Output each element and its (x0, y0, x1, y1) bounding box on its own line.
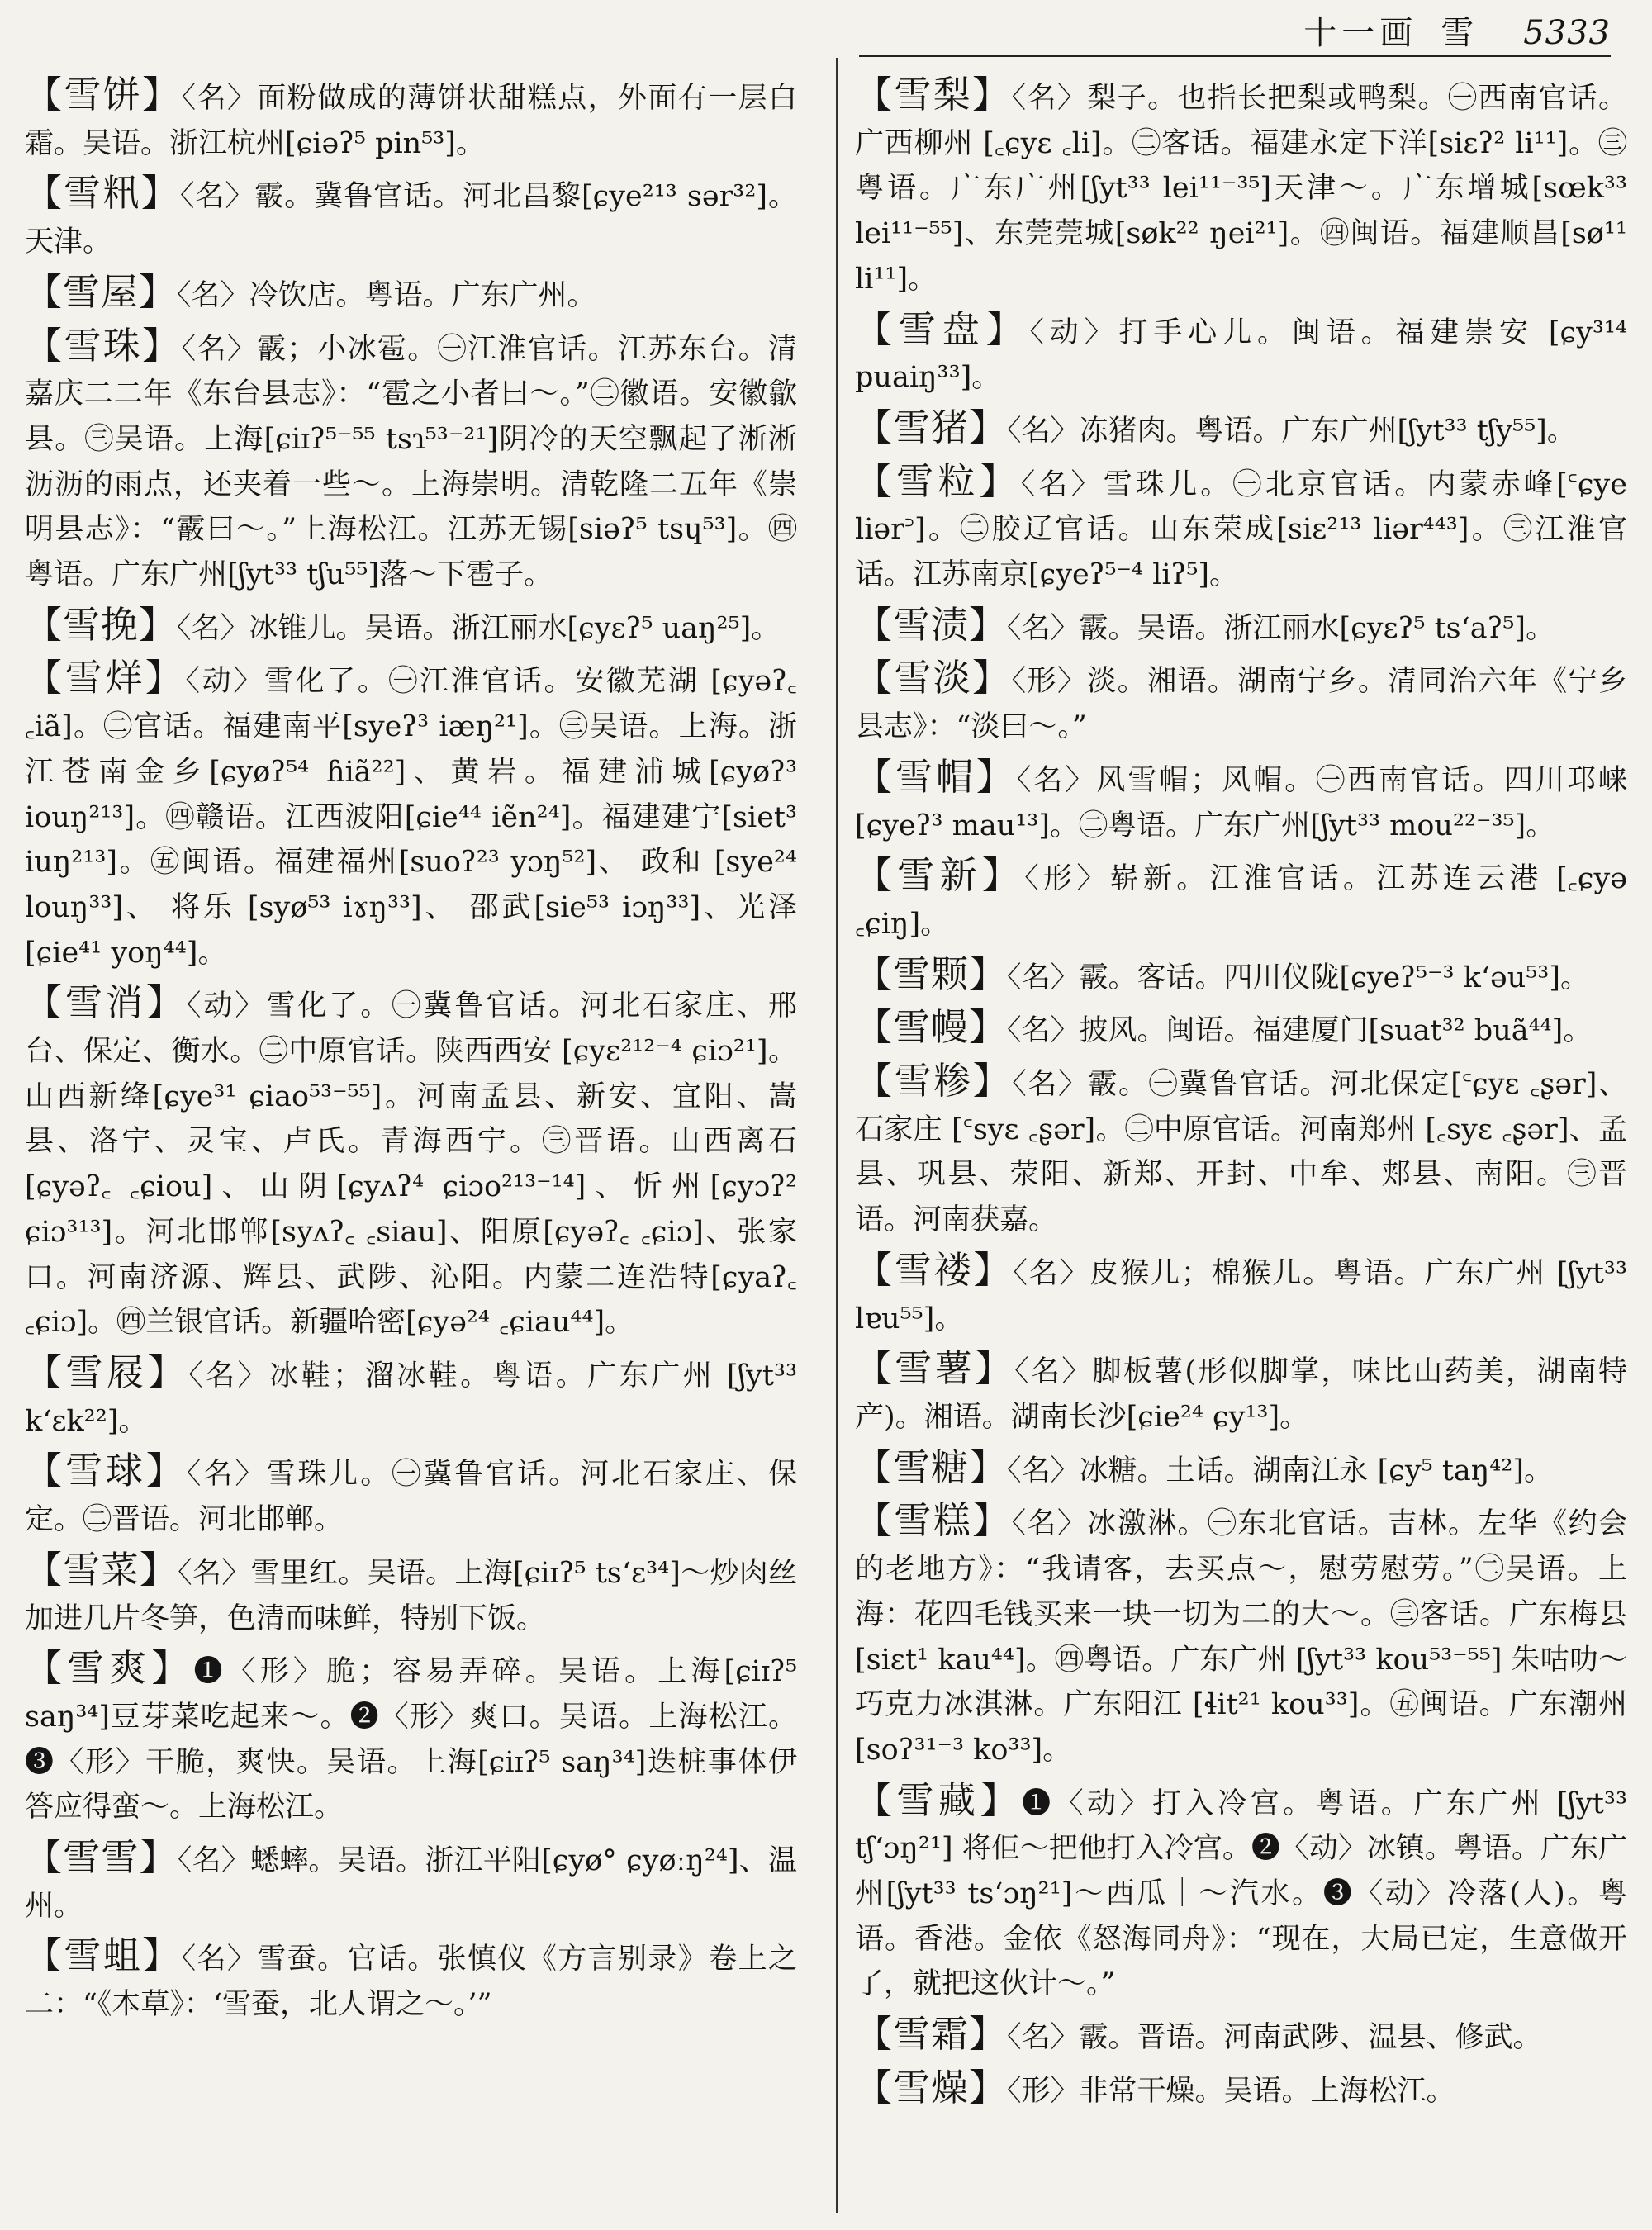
entry-headword: 【雪幔】 (855, 1005, 1008, 1050)
entry-headword: 【雪糁】 (855, 1059, 1013, 1103)
dictionary-entry (855, 2012, 1627, 2061)
dictionary-entry (25, 1646, 797, 1830)
entry-headword: 【雪薯】 (855, 1346, 1015, 1391)
dictionary-entry (25, 1350, 797, 1444)
entry-headword: 【雪盘】 (855, 306, 1030, 351)
entry-definition: 〈形〉崭新。江淮官话。江苏连云港 [꜀ɕyə ꜀ɕiŋ]。 (855, 862, 1627, 941)
entry-headword: 【雪燥】 (855, 2065, 1008, 2109)
dictionary-entry (25, 1449, 797, 1542)
entry-definition: 〈名〉霰。客话。四川仪陇[ɕyeʔ⁵⁻³ k‘əu⁵³]。 (1007, 961, 1589, 994)
dictionary-entry (25, 1933, 797, 2027)
left-column (25, 73, 797, 2220)
entry-headword: 【雪糖】 (855, 1445, 1008, 1489)
entry-headword: 【雪藏】 (855, 1777, 1023, 1822)
entry-headword: 【雪蛆】 (25, 1933, 182, 1978)
entry-headword: 【雪糕】 (855, 1498, 1012, 1543)
dictionary-entry (25, 1548, 797, 1641)
page-header (859, 12, 1611, 57)
entry-definition: 〈动〉雪化了。㊀冀鲁官话。河北石家庄、邢台、保定、衡水。㊁中原官话。陕西西安 [ɕyɛ²¹²⁻⁴ ɕiɔ²¹]。山西新绛[ɕye³¹ ɕiao⁵³⁻⁵⁵]。河南孟县、新安、宜阳、嵩县、洛宁、灵宝、卢氏。青海西宁。㊂晋语。山西离石[ɕyəʔ꜀ ꜀ɕiou]、山阴[ɕyʌʔ⁴ ɕiɔo²¹³⁻¹⁴]、忻州[ɕyɔʔ² ɕiɔ³¹³]。河北邯郸[syʌʔ꜀ ꜀siau]、阳原[ɕyəʔ꜀ ꜀ɕiɔ]、张家口。河南济源、辉县、武陟、沁阳。内蒙二连浩特[ɕyaʔ꜀ ꜀ɕiɔ]。㊃兰银官话。新疆哈密[ɕyə²⁴ ꜀ɕiau⁴⁴]。 (25, 989, 797, 1340)
dictionary-entry (855, 73, 1627, 302)
entry-definition: 〈名〉霰；小冰雹。㊀江淮官话。江苏东台。清嘉庆二二年《东台县志》：“雹之小者曰～。”㊁徽语。安徽歙县。㊂吴语。上海[ɕiɪʔ⁵⁻⁵⁵ tsɿ⁵³⁻²¹]阴冷的天空飘起了淅淅沥沥的雨点，还夹着一些～。上海崇明。清乾隆二五年《崇明县志》：“霰曰～。”上海松江。江苏无锡[siəʔ⁵ tsɥ⁵³]。㊃粤语。广东广州[ʃyt³³ tʃu⁵⁵]落～下雹子。 (25, 332, 797, 592)
entry-headword: 【雪猪】 (855, 405, 1008, 449)
entry-headword: 【雪菜】 (25, 1547, 178, 1592)
header-radical: 雪 (1441, 14, 1479, 52)
entry-definition: 〈名〉冰锥儿。吴语。浙江丽水[ɕyɛʔ⁵ uaŋ²⁵]。 (177, 611, 781, 645)
entry-definition: 〈名〉面粉做成的薄饼状甜糕点，外面有一层白霜。吴语。浙江杭州[ɕiəʔ⁵ pin⁵³]。 (25, 82, 797, 160)
dictionary-entry (855, 1778, 1627, 2008)
entry-definition: 〈名〉霰。晋语。河南武陟、温县、修武。 (1007, 2021, 1542, 2055)
entry-headword: 【雪颗】 (855, 951, 1008, 996)
entry-definition: ❶〈动〉打入冷宫。粤语。广东广州 [ʃyt³³ tʃ‘ɔŋ²¹] 将佢～把他打入冷宫。❷〈动〉冰镇。粤语。广东广州[ʃyt³³ ts‘ɔŋ²¹]～西瓜｜～汽水。❸〈动〉冷落(人)。粤语。香港。金依《怒海同舟》：“现在，大局已定，生意做开了，就把这伙计～。” (855, 1786, 1627, 2001)
dictionary-entry (855, 1059, 1627, 1243)
entry-definition: 〈名〉霰。冀鲁官话。河北昌黎[ɕye²¹³ sər³²]。天津。 (25, 180, 797, 259)
entry-headword: 【雪球】 (25, 1449, 187, 1493)
entry-headword: 【雪饼】 (25, 73, 182, 116)
entry-headword: 【雪珠】 (25, 323, 182, 368)
dictionary-entry (25, 171, 797, 264)
entry-definition: 〈名〉霰。㊀冀鲁官话。河北保定[꜂ɕyɛ ꜀ʂər]、石家庄 [꜂syɛ ꜀ʂər]。㊁中原官话。河南郑州 [꜀syɛ ꜀ʂər]、孟县、巩县、荥阳、新郑、开封、中牟、郏县、南阳。㊂晋语。河南获嘉。 (855, 1068, 1627, 1237)
entry-headword: 【雪挽】 (25, 602, 178, 647)
dictionary-entry (855, 307, 1627, 401)
page-number: 5333 (1523, 14, 1611, 52)
dictionary-entry (855, 755, 1627, 848)
dictionary-entry (855, 2066, 1627, 2114)
entry-definition: 〈名〉雪蚕。官话。张慎仪《方言别录》卷上之二：“《本草》：‘雪蚕，北人谓之～。’” (25, 1943, 797, 2022)
entry-headword: 【雪褛】 (855, 1247, 1014, 1292)
entry-headword: 【雪新】 (855, 853, 1025, 898)
entry-headword: 【雪霜】 (855, 2012, 1008, 2057)
dictionary-entry (25, 270, 797, 319)
entry-definition: ❶〈形〉脆；容易弄碎。吴语。上海[ɕiɪʔ⁵ saŋ³⁴]豆芽菜吃起来～。❷〈形〉爽口。吴语。上海松江。❸〈形〉干脆，爽快。吴语。上海[ɕiɪʔ⁵ saŋ³⁴]迭桩事体伊答应得蛮～。上海松江。 (25, 1655, 797, 1824)
dictionary-entry (25, 73, 797, 166)
entry-headword: 【雪梨】 (855, 73, 1012, 116)
dictionary-entry (25, 980, 797, 1345)
dictionary-entry (855, 406, 1627, 454)
dictionary-entry (855, 1005, 1627, 1054)
entry-definition: 〈名〉冰糖。土话。湖南江永 [ɕy⁵ taŋ⁴²]。 (1007, 1454, 1554, 1487)
entry-definition: 〈形〉非常干燥。吴语。上海松江。 (1007, 2074, 1455, 2108)
entry-headword: 【雪渍】 (855, 602, 1008, 647)
dictionary-entry (25, 324, 797, 598)
entry-definition: 〈名〉蟋蟀。吴语。浙江平阳[ɕyø° ɕyøːŋ²⁴]、温州。 (25, 1844, 797, 1923)
entry-definition: 〈名〉雪里红。吴语。上海[ɕiɪʔ⁵ ts‘ɛ³⁴]～炒肉丝加进几片冬笋，色清而味鲜，特别下饭。 (25, 1556, 797, 1635)
entry-definition: 〈名〉雪珠儿。㊀冀鲁官话。河北石家庄、保定。㊁晋语。河北邯郸。 (25, 1458, 797, 1537)
dictionary-entry (855, 603, 1627, 652)
entry-headword: 【雪淡】 (855, 656, 1012, 700)
entry-definition: 〈名〉梨子。也指长把梨或鸭梨。㊀西南官话。广西柳州 [꜀ɕyɛ ꜀li]。㊁客话。福建永定下洋[siɛʔ² li¹¹]。㊂粤语。广东广州[ʃyt³³ lei¹¹⁻³⁵]天津～。广东增城[sœk³³ lei¹¹⁻⁵⁵]、东莞莞城[søk²² ŋei²¹]。㊃闽语。福建顺昌[sø¹¹ li¹¹]。 (855, 82, 1627, 296)
entry-definition: 〈动〉打手心儿。闽语。福建崇安 [ɕy³¹⁴ puaiŋ³³]。 (855, 316, 1627, 395)
dictionary-entry (855, 1248, 1627, 1341)
header-section: 十一画 (1303, 14, 1418, 52)
entry-headword: 【雪消】 (25, 980, 187, 1025)
entry-definition: 〈名〉冷饮店。粤语。广东广州。 (177, 278, 596, 312)
entry-definition: 〈名〉风雪帽；风帽。㊀西南官话。四川邛崃[ɕyeʔ³ mau¹³]。㊁粤语。广东广州[ʃyt³³ mou²²⁻³⁵]。 (855, 763, 1627, 842)
dictionary-entry (855, 656, 1627, 749)
entry-definition: 〈名〉霰。吴语。浙江丽水[ɕyɛʔ⁵ ts‘aʔ⁵]。 (1007, 611, 1555, 645)
dictionary-entry (855, 1346, 1627, 1440)
entry-definition: 〈名〉披风。闽语。福建厦门[suat³² buã⁴⁴]。 (1007, 1014, 1593, 1048)
entry-headword: 【雪雪】 (25, 1835, 178, 1880)
entry-headword: 【雪烊】 (25, 656, 186, 700)
entry-headword: 【雪屐】 (25, 1350, 189, 1394)
entry-headword: 【雪屋】 (25, 269, 178, 314)
dictionary-entry (855, 1498, 1627, 1772)
entry-definition: 〈名〉冰鞋；溜冰鞋。粤语。广东广州 [ʃyt³³ k‘ɛk²²]。 (25, 1359, 797, 1438)
column-divider (836, 58, 838, 2213)
dictionary-entry (855, 952, 1627, 1001)
entry-headword: 【雪粒】 (855, 458, 1021, 503)
entry-definition: 〈名〉冻猪肉。粤语。广东广州[ʃyt³³ tʃy⁵⁵]。 (1007, 414, 1576, 448)
entry-definition: 〈形〉淡。湘语。湖南宁乡。清同治六年《宁乡县志》：“淡曰～。” (855, 665, 1627, 744)
dictionary-entry (855, 853, 1627, 947)
entry-headword: 【雪爽】 (25, 1646, 194, 1691)
dictionary-entry (855, 459, 1627, 598)
entry-definition: 〈动〉雪化了。㊀江淮官话。安徽芜湖 [ɕyəʔ꜀ ꜀iã]。㊁官话。福建南平[syeʔ³ iæŋ²¹]。㊂吴语。上海。浙江苍南金乡[ɕyøʔ⁵⁴ ɦiã²²]、黄岩。福建浦城[ɕyøʔ³ iouŋ²¹³]。㊃赣语。江西波阳[ɕie⁴⁴ iẽn²⁴]。福建建宁[siet³ iuŋ²¹³]。㊄闽语。福建福州[suoʔ²³ yɔŋ⁵²]、 政和 [sye²⁴ louŋ³³]、 将乐 [syø⁵³ iɤŋ³³]、 邵武[sie⁵³ iɔŋ³³]、光泽[ɕie⁴¹ yoŋ⁴⁴]。 (25, 665, 797, 970)
dictionary-entry (25, 1835, 797, 1929)
dictionary-entry (855, 1445, 1627, 1494)
entry-definition: 〈名〉雪珠儿。㊀北京官话。内蒙赤峰[꜂ɕye liər꜄]。㊁胶辽官话。山东荣成[siɛ²¹³ liər⁴⁴³]。㊂江淮官话。江苏南京[ɕyeʔ⁵⁻⁴ liʔ⁵]。 (855, 467, 1627, 592)
dictionary-entry (25, 656, 797, 975)
entry-headword: 【雪籸】 (25, 171, 180, 216)
dictionary-entry (25, 603, 797, 652)
entry-definition: 〈名〉脚板薯(形似脚掌，味比山药美，湖南特产)。湘语。湖南长沙[ɕie²⁴ ɕy¹³]。 (855, 1355, 1627, 1434)
right-column (855, 73, 1627, 2220)
entry-definition: 〈名〉皮猴儿；棉猴儿。粤语。广东广州 [ʃyt³³ lɐu⁵⁵]。 (855, 1256, 1627, 1336)
entry-definition: 〈名〉冰激淋。㊀东北官话。吉林。左华《约会的老地方》：“我请客，去买点～，慰劳慰劳。”㊁吴语。上海：花四毛钱买来一块一切为二的大～。㊂客话。广东梅县[siɛt¹ kau⁴⁴]。㊃粤语。广东广州 [ʃyt³³ kou⁵³⁻⁵⁵] 朱咕叻～巧克力冰淇淋。广东阳江 [ɬit²¹ kou³³]。㊄闽语。广东潮州 [soʔ³¹⁻³ ko³³]。 (855, 1507, 1627, 1767)
entry-headword: 【雪帽】 (855, 754, 1017, 799)
